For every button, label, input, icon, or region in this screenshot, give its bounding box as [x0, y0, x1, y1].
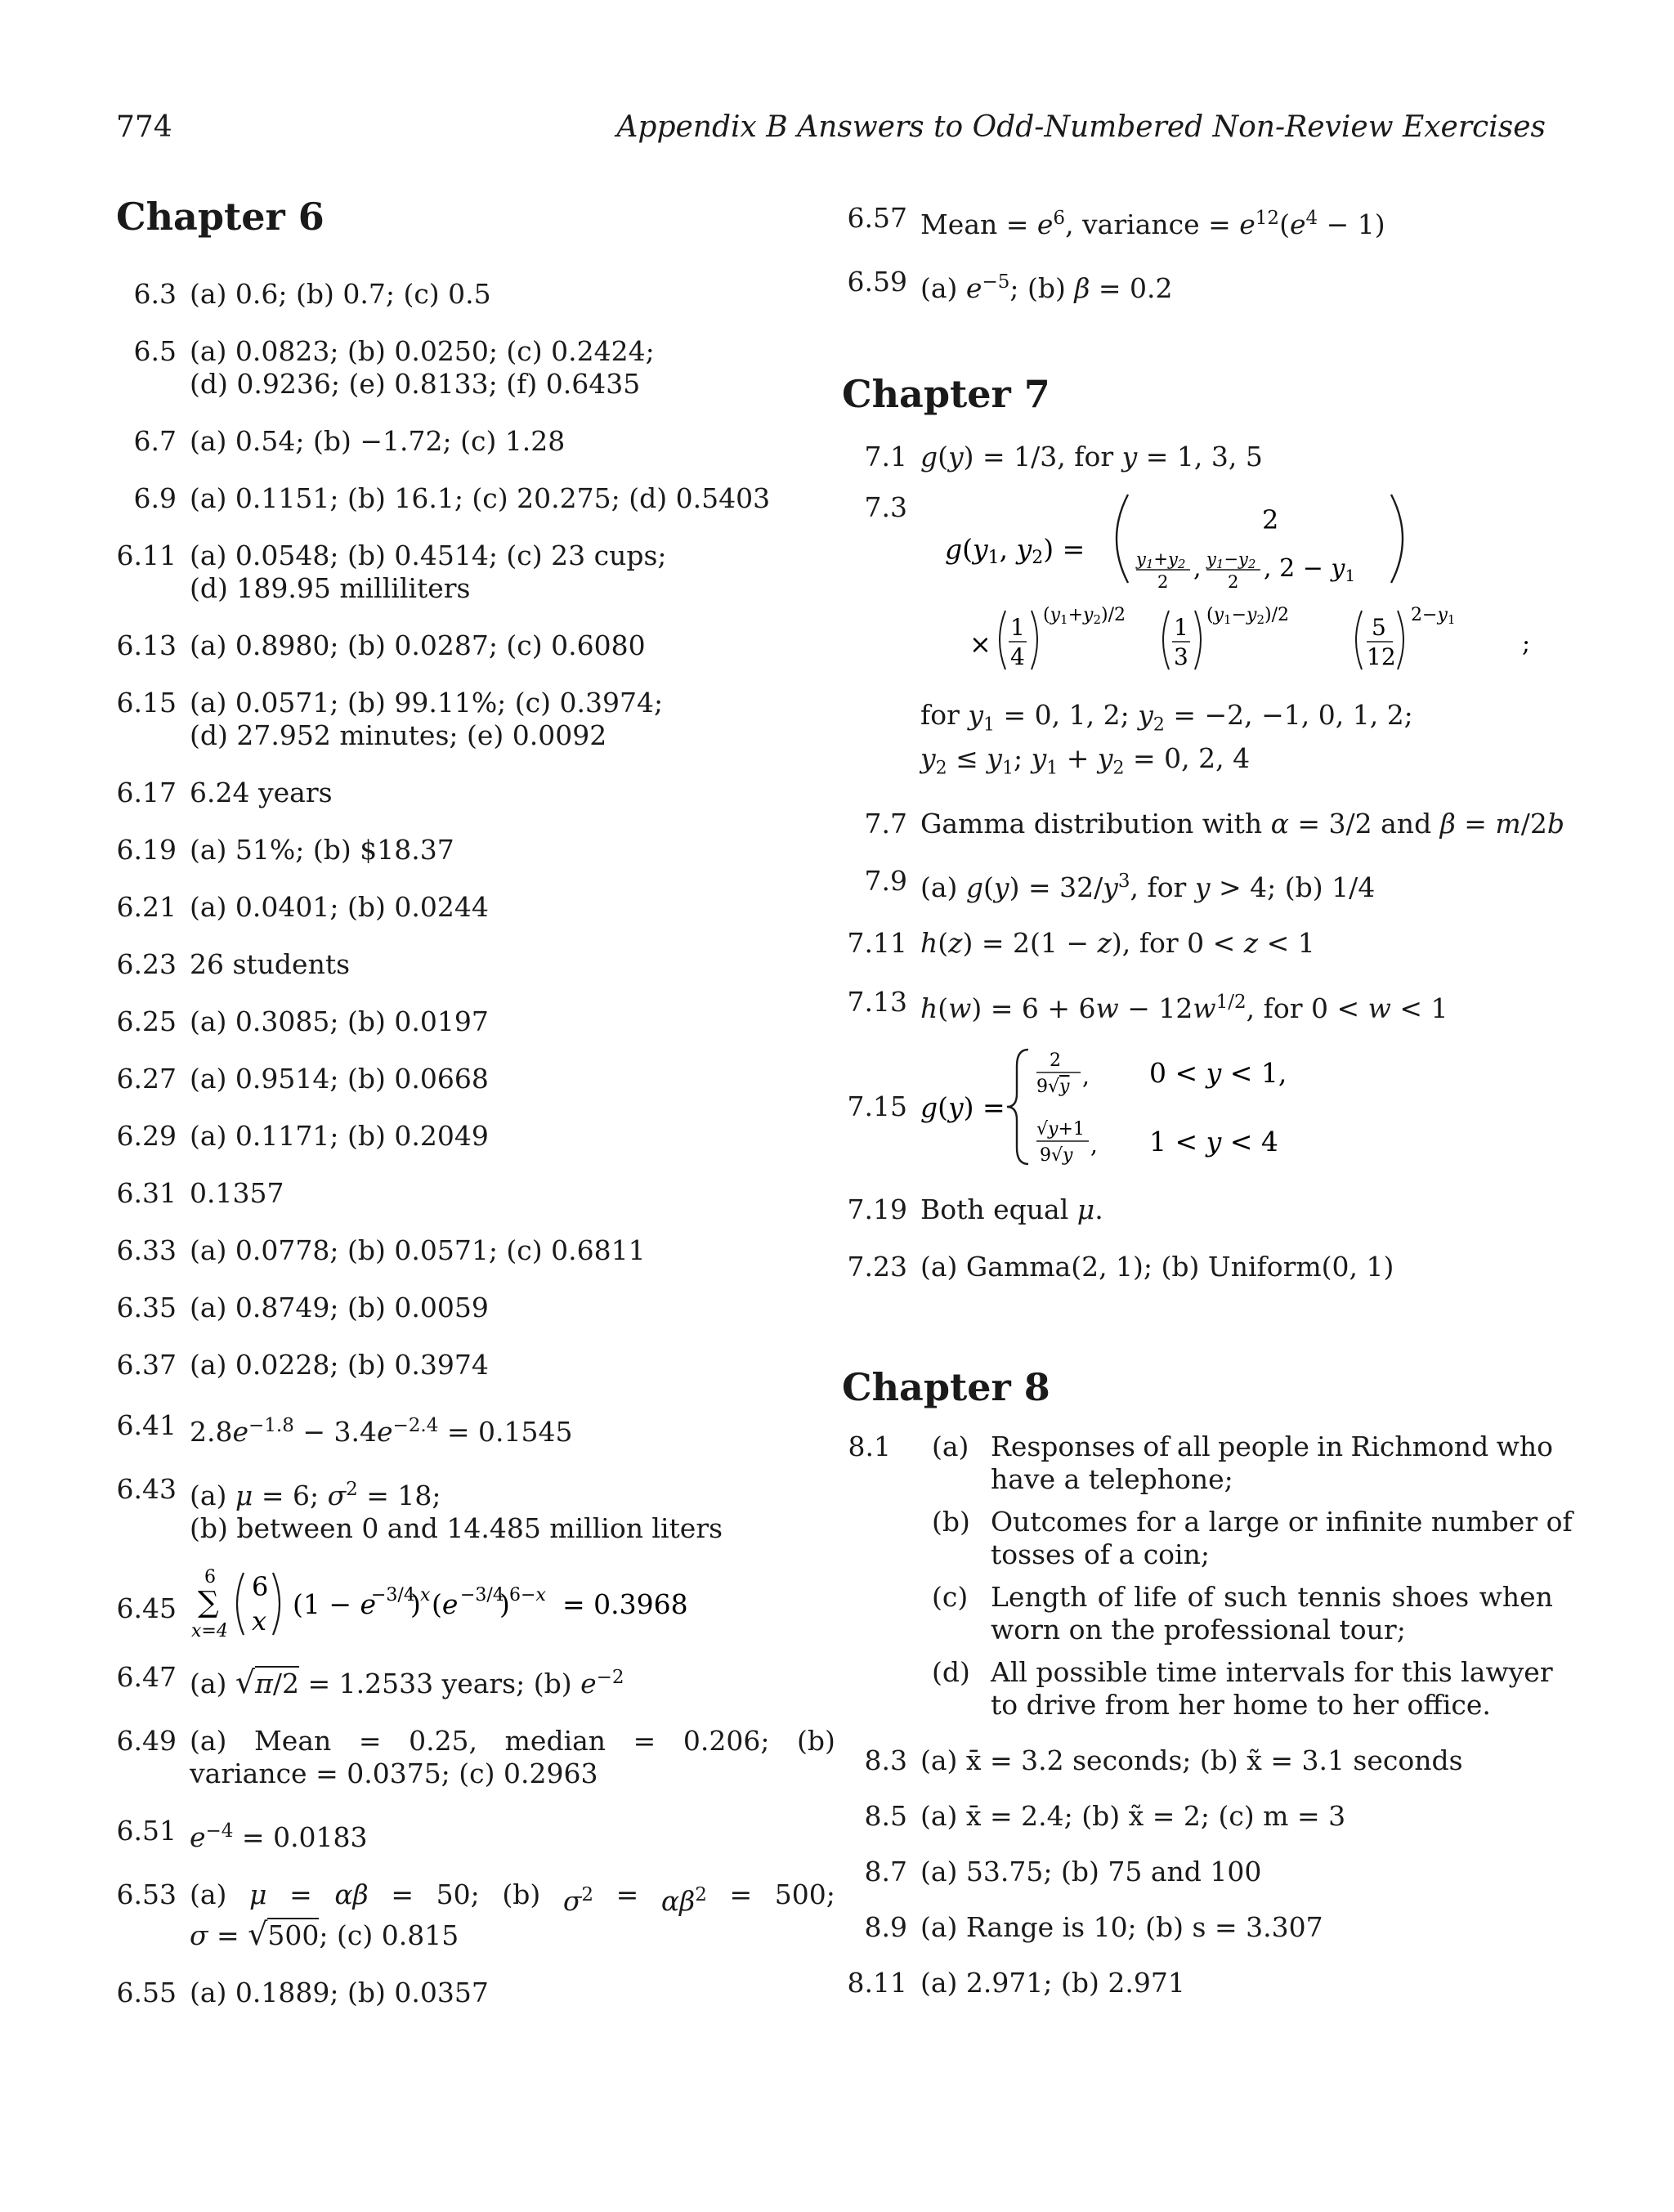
- svg-text:(y1−y2)/2: (y1−y2)/2: [1206, 605, 1289, 627]
- exercise-answer: (a) 0.0823; (b) 0.0250; (c) 0.2424;: [190, 335, 655, 367]
- exercise-6-17: [116, 777, 835, 809]
- exercise-7-15: [847, 1041, 1553, 1172]
- svg-text:2: 2: [1228, 572, 1239, 592]
- exercise-number: 8.9: [864, 1911, 907, 1944]
- exercise-answer: (a) Range is 10; (b) s = 3.307: [920, 1911, 1323, 1944]
- svg-text:2−y1: 2−y1: [1411, 605, 1456, 627]
- answer-fragment: (b): [797, 1725, 835, 1757]
- part-line: Outcomes for a large or infinite number of: [991, 1506, 1573, 1538]
- exercise-6-9: [133, 482, 835, 515]
- exercise-6-41: [116, 1409, 835, 1449]
- exercise-answer: for $y_1 = 0$, 1, 2; $y_2 = -2$, −1, 0, 1, 2;: [920, 699, 1413, 736]
- chapter-6-heading: Chapter 6: [116, 195, 325, 239]
- answer-fragment: when: [1479, 1581, 1553, 1614]
- exercise-8-9: [864, 1911, 1553, 1944]
- exercise-6-11: [116, 540, 835, 605]
- part-text: [991, 1581, 1553, 1646]
- svg-text:1 < y < 4: 1 < y < 4: [1149, 1126, 1278, 1158]
- exercise-number: 6.57: [847, 202, 907, 234]
- answer-fragment: people: [1218, 1431, 1309, 1463]
- answer-fragment: 50;: [436, 1878, 480, 1910]
- answer-fragment: =: [729, 1878, 753, 1910]
- exercise-answer: (a) $e^{-5}$; (b) β = 0.2: [920, 271, 1173, 304]
- running-head: Appendix B Answers to Odd-Numbered Non-Review Exercises: [616, 110, 1546, 144]
- exercise-8-7: [864, 1856, 1553, 1888]
- svg-text:(e: (e: [432, 1588, 459, 1620]
- svg-text:−3/4: −3/4: [460, 1585, 504, 1605]
- answer-fragment: =: [289, 1878, 312, 1910]
- exercise-6-55: [116, 1977, 835, 2009]
- svg-text:3: 3: [1174, 643, 1188, 670]
- svg-text:1: 1: [1174, 614, 1188, 641]
- exercise-answer: Mean = $e^6$, variance = $e^{12}(e^4 - 1)$: [920, 208, 1385, 240]
- part-label: (a): [932, 1431, 969, 1463]
- exercise-number: 8.3: [864, 1744, 907, 1777]
- exercise-number: 7.13: [847, 986, 907, 1019]
- svg-text:g(y1, y2) =: g(y1, y2) =: [945, 533, 1085, 568]
- left-column: [116, 188, 835, 2009]
- exercise-number: 6.21: [116, 891, 177, 923]
- svg-text:12: 12: [1367, 643, 1396, 670]
- exercise-answer: (a) Gamma(2, 1); (b) Uniform(0, 1): [920, 1251, 1394, 1283]
- exercise-number: 6.49: [116, 1725, 177, 1757]
- exercise-8-1-part-a: [932, 1431, 1553, 1496]
- svg-text:= 0.3968: = 0.3968: [562, 1588, 688, 1620]
- svg-text:1: 1: [1010, 614, 1025, 641]
- answer-fragment: (b): [502, 1878, 541, 1910]
- exercise-7-9: [864, 865, 1553, 904]
- svg-text:0 < y < 1,: 0 < y < 1,: [1149, 1057, 1287, 1090]
- exercise-answer: (d) 0.9236; (e) 0.8133; (f) 0.6435: [190, 368, 641, 400]
- exercise-number: 7.1: [864, 441, 907, 472]
- exercise-number: 6.45: [116, 1592, 177, 1624]
- answer-fragment: life: [1134, 1581, 1178, 1614]
- exercise-number: 6.43: [116, 1473, 177, 1505]
- part-text: [991, 1506, 1573, 1571]
- exercise-number: 6.35: [116, 1292, 177, 1323]
- exercise-answer: (a) 0.9514; (b) 0.0668: [190, 1063, 489, 1095]
- exercise-answer: Gamma distribution with α = 3/2 and β = m/2b: [920, 808, 1564, 840]
- svg-text:√y+1: √y+1: [1036, 1119, 1085, 1140]
- answer-fragment: Richmond: [1350, 1431, 1489, 1463]
- svg-text:x: x: [252, 1605, 267, 1637]
- exercise-answer: (d) 27.952 minutes; (e) 0.0092: [190, 719, 607, 751]
- exercise-number: 6.7: [133, 425, 177, 457]
- exercise-number: 6.59: [847, 266, 907, 298]
- svg-text:,: ,: [1090, 1131, 1098, 1159]
- exercise-answer: (b) between 0 and 14.485 million liters: [190, 1512, 723, 1544]
- piecewise-equation: [920, 1041, 1411, 1172]
- exercise-number: 6.55: [116, 1977, 177, 2008]
- exercise-answer: (a) 0.0571; (b) 99.11%; (c) 0.3974;: [190, 687, 664, 719]
- exercise-answer: (a) μ = 6; $\sigma^2 = 18$;: [190, 1479, 441, 1511]
- exercise-answer: (a) 0.6; (b) 0.7; (c) 0.5: [190, 278, 491, 310]
- exercise-number: 6.41: [116, 1409, 177, 1441]
- part-line: tosses of a coin;: [991, 1538, 1210, 1571]
- exercise-answer: (a) x̄ = 2.4; (b) x̃ = 2; (c) m = 3: [920, 1800, 1346, 1833]
- answer-fragment: (a): [190, 1725, 227, 1757]
- exercise-6-57: [847, 202, 1553, 241]
- exercise-number: 6.29: [116, 1120, 177, 1152]
- exercise-7-7: [864, 808, 1564, 840]
- svg-text:(1 − e: (1 − e: [293, 1588, 377, 1620]
- exercise-7-11: [847, 927, 1553, 960]
- exercise-6-59: [847, 266, 1553, 305]
- chapter-7-heading: Chapter 7: [842, 372, 1050, 416]
- exercise-answer: (a) $g(y) = 32/y^3$, for y > 4; (b) 1/4: [920, 871, 1376, 904]
- answer-fragment: in: [1317, 1431, 1344, 1463]
- exercise-6-35: [116, 1292, 835, 1324]
- exercise-number: 8.11: [847, 1967, 907, 1999]
- exercise-answer: (a) 0.0778; (b) 0.0571; (c) 0.6811: [190, 1234, 646, 1266]
- exercise-answer: (a) 0.8980; (b) 0.0287; (c) 0.6080: [190, 629, 646, 661]
- exercise-6-37: [116, 1349, 835, 1381]
- exercise-answer: $2.8e^{-1.8} - 3.4e^{-2.4} = 0.1545$: [190, 1415, 573, 1448]
- part-text: [991, 1431, 1553, 1496]
- exercise-answer: (a) x̄ = 3.2 seconds; (b) x̃ = 3.1 seconds: [920, 1744, 1463, 1777]
- exercise-6-31: [116, 1177, 835, 1210]
- svg-text:2: 2: [1262, 504, 1279, 535]
- exercise-8-1-part-b: [932, 1506, 1573, 1571]
- exercise-6-45: [116, 1565, 835, 1643]
- exercise-6-15: [116, 687, 835, 752]
- exercise-8-11: [847, 1967, 1553, 1999]
- exercise-answer: (a) 0.54; (b) −1.72; (c) 1.28: [190, 425, 566, 457]
- exercise-answer: $y_2 \le y_1$; $y_1 + y_2 = 0$, 2, 4: [920, 741, 1251, 779]
- part-line: to drive from her home to her office.: [991, 1689, 1491, 1722]
- exercise-answer: [190, 1878, 835, 1918]
- part-text: [991, 1656, 1553, 1722]
- page-number: 774: [116, 110, 172, 144]
- svg-text:∑: ∑: [198, 1586, 219, 1619]
- exercise-number: 6.11: [116, 540, 177, 571]
- answer-fragment: μ: [249, 1878, 267, 1910]
- exercise-answer: σ = √500; (c) 0.815: [190, 1916, 459, 1952]
- svg-text:−3/4: −3/4: [371, 1585, 415, 1605]
- answer-fragment: (a): [190, 1878, 227, 1910]
- answer-fragment: =: [633, 1725, 656, 1757]
- part-line: [991, 1581, 1553, 1614]
- svg-text:6−x: 6−x: [509, 1585, 546, 1605]
- svg-text:;: ;: [1522, 629, 1531, 658]
- answer-fragment: =: [358, 1725, 382, 1757]
- joint-pmf-equation: [920, 491, 1558, 687]
- exercise-answer: variance = 0.0375; (c) 0.2963: [190, 1758, 598, 1789]
- exercise-number: 6.19: [116, 834, 177, 866]
- exercise-number: 6.33: [116, 1234, 177, 1266]
- exercise-answer: (a) √π/2 = 1.2533 years; (b) $e^{-2}$: [190, 1664, 624, 1700]
- exercise-6-53: [116, 1878, 835, 1952]
- exercise-number: 6.51: [116, 1815, 177, 1847]
- svg-text:4: 4: [1010, 643, 1025, 670]
- svg-text:g(y) =: g(y) =: [920, 1091, 1005, 1124]
- exercise-number: 7.23: [847, 1251, 907, 1283]
- exercise-6-51: [116, 1815, 835, 1854]
- svg-text:2: 2: [1157, 572, 1169, 592]
- exercise-6-47: [116, 1661, 835, 1700]
- exercise-number: 6.15: [116, 687, 177, 719]
- answer-fragment: shoes: [1391, 1581, 1470, 1614]
- part-label: (d): [932, 1656, 970, 1689]
- exercise-number: 8.1: [848, 1431, 891, 1463]
- answer-fragment: 500;: [774, 1878, 835, 1910]
- exercise-number: 6.23: [116, 948, 177, 980]
- exercise-answer: (a) 51%; (b) $18.37: [190, 834, 454, 866]
- exercise-answer: g(y) = 1/3, for y = 1, 3, 5: [920, 441, 1263, 472]
- answer-fragment: such: [1224, 1581, 1288, 1614]
- exercise-7-13: [847, 986, 1553, 1025]
- summation-equation: [190, 1565, 811, 1643]
- exercise-number: 6.47: [116, 1661, 177, 1693]
- exercise-7-23: [847, 1251, 1553, 1283]
- exercise-answer: (a) 2.971; (b) 2.971: [920, 1967, 1185, 1999]
- exercise-number: 6.5: [133, 335, 177, 367]
- svg-text:, 2 − y1: , $2 - y_1$: [1264, 554, 1356, 585]
- exercise-answer: (d) 189.95 milliliters: [190, 572, 471, 604]
- answer-fragment: $\sigma^2$: [562, 1884, 593, 1917]
- exercise-answer: 26 students: [190, 948, 351, 980]
- exercise-answer: Both equal μ.: [920, 1193, 1103, 1226]
- answer-fragment: all: [1176, 1431, 1211, 1463]
- exercise-6-25: [116, 1005, 835, 1038]
- svg-text:,: ,: [1193, 554, 1202, 583]
- exercise-8-5: [864, 1800, 1553, 1833]
- answer-fragment: $\alpha\beta^2$: [660, 1884, 707, 1917]
- exercise-answer: (a) 0.3085; (b) 0.0197: [190, 1005, 489, 1037]
- answer-fragment: who: [1496, 1431, 1553, 1463]
- exercise-6-27: [116, 1063, 835, 1095]
- svg-text:x=4: x=4: [191, 1621, 228, 1641]
- exercise-number: 7.19: [847, 1193, 907, 1226]
- svg-text:9√y: 9√y: [1036, 1077, 1070, 1098]
- svg-text:5: 5: [1372, 614, 1386, 641]
- part-line: [991, 1431, 1553, 1463]
- exercise-answer: (a) 0.1171; (b) 0.2049: [190, 1120, 489, 1152]
- exercise-answer: [190, 1725, 835, 1758]
- exercise-number: 7.9: [864, 865, 907, 898]
- exercise-6-43: [116, 1473, 835, 1545]
- exercise-number: 6.9: [133, 482, 177, 514]
- exercise-6-3: [133, 278, 835, 311]
- answer-fragment: of: [1187, 1581, 1214, 1614]
- svg-text:x: x: [420, 1585, 431, 1605]
- exercise-8-1-part-d: [932, 1656, 1553, 1722]
- exercise-number: 6.17: [116, 777, 177, 808]
- answer-fragment: tennis: [1297, 1581, 1382, 1614]
- svg-text:6: 6: [204, 1567, 216, 1587]
- answer-fragment: of: [1143, 1431, 1170, 1463]
- exercise-8-1-part-c: [932, 1581, 1553, 1646]
- svg-text:): ): [410, 1588, 421, 1620]
- part-label: (b): [932, 1506, 970, 1538]
- exercise-answer: (a) 0.8749; (b) 0.0059: [190, 1292, 489, 1323]
- exercise-number: 7.7: [864, 808, 907, 840]
- exercise-8-3: [864, 1744, 1553, 1777]
- exercise-answer: 6.24 years: [190, 777, 333, 808]
- part-line: worn on the professional tour;: [991, 1614, 1406, 1646]
- exercise-number: 7.15: [847, 1090, 907, 1123]
- exercise-answer: $h(w) = 6 + 6w - 12w^{1/2}$, for 0 < w < 1: [920, 992, 1448, 1025]
- exercise-number: 6.37: [116, 1349, 177, 1381]
- svg-text:(y1+y2)/2: (y1+y2)/2: [1043, 605, 1126, 627]
- exercise-number: 6.31: [116, 1177, 177, 1209]
- exercise-8-1: [848, 1431, 1573, 1722]
- part-label: (c): [932, 1581, 969, 1614]
- exercise-answer: (a) 53.75; (b) 75 and 100: [920, 1856, 1262, 1888]
- exercise-6-7: [133, 425, 835, 458]
- exercise-number: 6.53: [116, 1878, 177, 1910]
- exercise-number: 6.3: [133, 278, 177, 310]
- svg-text:,: ,: [1082, 1063, 1090, 1090]
- exercise-answer: 0.1357: [190, 1177, 284, 1209]
- part-line: have a telephone;: [991, 1463, 1233, 1496]
- exercise-answer: h(z) = 2(1 − z), for 0 < z < 1: [920, 927, 1315, 960]
- svg-text:2: 2: [1050, 1050, 1061, 1072]
- exercise-6-33: [116, 1234, 835, 1267]
- answer-fragment: median: [504, 1725, 606, 1757]
- exercise-6-19: [116, 834, 835, 866]
- exercise-7-1: [864, 441, 1553, 473]
- answer-fragment: αβ: [334, 1878, 369, 1910]
- exercise-6-29: [116, 1120, 835, 1153]
- exercise-7-3: [864, 491, 1553, 785]
- exercise-6-21: [116, 891, 835, 924]
- exercise-number: 8.7: [864, 1856, 907, 1888]
- answer-fragment: Mean: [254, 1725, 332, 1757]
- exercise-answer: (a) 0.0548; (b) 0.4514; (c) 23 cups;: [190, 540, 667, 571]
- svg-text:9√y: 9√y: [1040, 1145, 1073, 1166]
- exercise-answer: $e^{-4} = 0.0183$: [190, 1820, 368, 1853]
- right-column: [842, 188, 1573, 1999]
- answer-fragment: 0.25,: [409, 1725, 478, 1757]
- exercise-answer: (a) 0.1151; (b) 16.1; (c) 20.275; (d) 0.5403: [190, 482, 771, 514]
- answer-fragment: Length: [991, 1581, 1088, 1614]
- exercise-6-23: [116, 948, 835, 981]
- exercise-answer: (a) 0.0401; (b) 0.0244: [190, 891, 489, 923]
- svg-text:6: 6: [252, 1571, 269, 1602]
- svg-text:y1+y2: y1+y2: [1136, 549, 1186, 571]
- exercise-number: 8.5: [864, 1800, 907, 1833]
- exercise-number: 6.13: [116, 629, 177, 661]
- svg-text:y1−y2: y1−y2: [1206, 549, 1256, 571]
- exercise-answer: (a) 0.1889; (b) 0.0357: [190, 1977, 489, 2008]
- exercise-6-13: [116, 629, 835, 662]
- answer-fragment: =: [391, 1878, 414, 1910]
- answer-fragment: =: [615, 1878, 639, 1910]
- exercise-number: 7.3: [864, 491, 907, 523]
- answer-fragment: of: [1097, 1581, 1124, 1614]
- exercise-number: 6.25: [116, 1005, 177, 1037]
- answer-fragment: 0.206;: [683, 1725, 770, 1757]
- chapter-8-heading: Chapter 8: [842, 1365, 1050, 1410]
- exercise-7-19: [847, 1193, 1553, 1226]
- svg-text:): ): [499, 1588, 510, 1620]
- exercise-number: 6.27: [116, 1063, 177, 1095]
- exercise-6-49: [116, 1725, 835, 1790]
- svg-text:×: ×: [969, 629, 991, 660]
- exercise-6-5: [133, 335, 835, 401]
- exercise-number: 7.11: [847, 927, 907, 960]
- part-line: All possible time intervals for this lawyer: [991, 1656, 1553, 1689]
- answer-fragment: Responses: [991, 1431, 1135, 1463]
- exercise-answer: (a) 0.0228; (b) 0.3974: [190, 1349, 489, 1381]
